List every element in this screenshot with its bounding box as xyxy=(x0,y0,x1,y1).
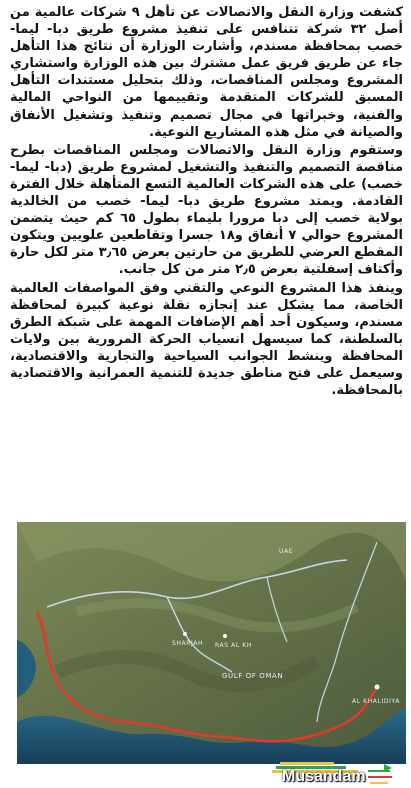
article-paragraph: كشفت وزارة النقل والاتصالات عن تأهل ٩ شركات عالمية من أصل ٣٢ شركة تتنافس على تنفيذ مشروع طريق دبا- ليما- خصب بمحافظة مسندم، وأشارت الوزارة أن نتائج هذا التأهل جاء عن طريق فريق عمل مشترك بين هذه الوزارة واستشاري المشروع ومجلس المناقصات، وذلك بتحليل مستندات التأهل المسبق للشركات المتقدمة وتقييمها من النواحي المالية والفنية، وخبراتها في مجال تصميم وتنفيذ وتشغيل الأنفاق والصيانة في مثل هذه المشاريع النوعية. xyxy=(10,5,403,140)
map-label-place: RAS AL KH xyxy=(215,642,252,649)
location-marker xyxy=(183,632,187,636)
article-paragraph: وستقوم وزارة النقل والاتصالات ومجلس المناقصات بطرح مناقصة التصميم والتنفيذ والتشغيل لمشروع طريق (دبا- ليما- خصب) على هذه الشركات العالمية التسع المتأهلة خلال الفترة القادمة. ويمتد مشروع طريق دبا- ليما- خصب من الخالدية بولاية خصب إلى دبا مرورا بليماء بطول ٦٥ كم حيث يتضمن المشروع حوالي ٧ أنفاق و١٨ جسرا وتقاطعين علويين ويتكون المقطع العرضي للطريق من حارتين بعرض ٣٫٦٥ متر لكل حارة وأكتاف إسفلتية بعرض ٢٫٥ متر من كل جانب. xyxy=(10,142,403,278)
route-map-photo xyxy=(17,522,406,764)
musandam-logo xyxy=(272,760,394,788)
map-label-city: AL KHALIDIYA xyxy=(352,698,400,705)
logo-text: Musandam xyxy=(282,768,366,785)
map-label-country: UAE xyxy=(279,548,294,555)
map-label-gulf: GULF OF OMAN xyxy=(222,672,284,680)
satellite-terrain xyxy=(17,522,406,764)
location-marker xyxy=(223,634,227,638)
location-marker xyxy=(375,685,380,690)
map-label-place: SHARJAH xyxy=(172,640,204,647)
article-body xyxy=(10,4,403,504)
article-paragraph: وينفذ هذا المشروع النوعي والتقني وفق المواصفات العالمية الخاصة، مما يشكل عند إنجازه نقلة نوعية كبيرة لمحافظة مسندم، وسيكون أحد أهم الإضافات المهمة على شبكة الطرق بالسلطنة، كما سيسهل انسياب الحركة المرورية بين ولايات المحافظة وينشط الجوانب السياحية والتجارية والاقتصادية، وسيعمل على فتح مناطق جديدة للتنمية العمرانية والاقتصادية بالمحافظة. xyxy=(10,280,403,399)
